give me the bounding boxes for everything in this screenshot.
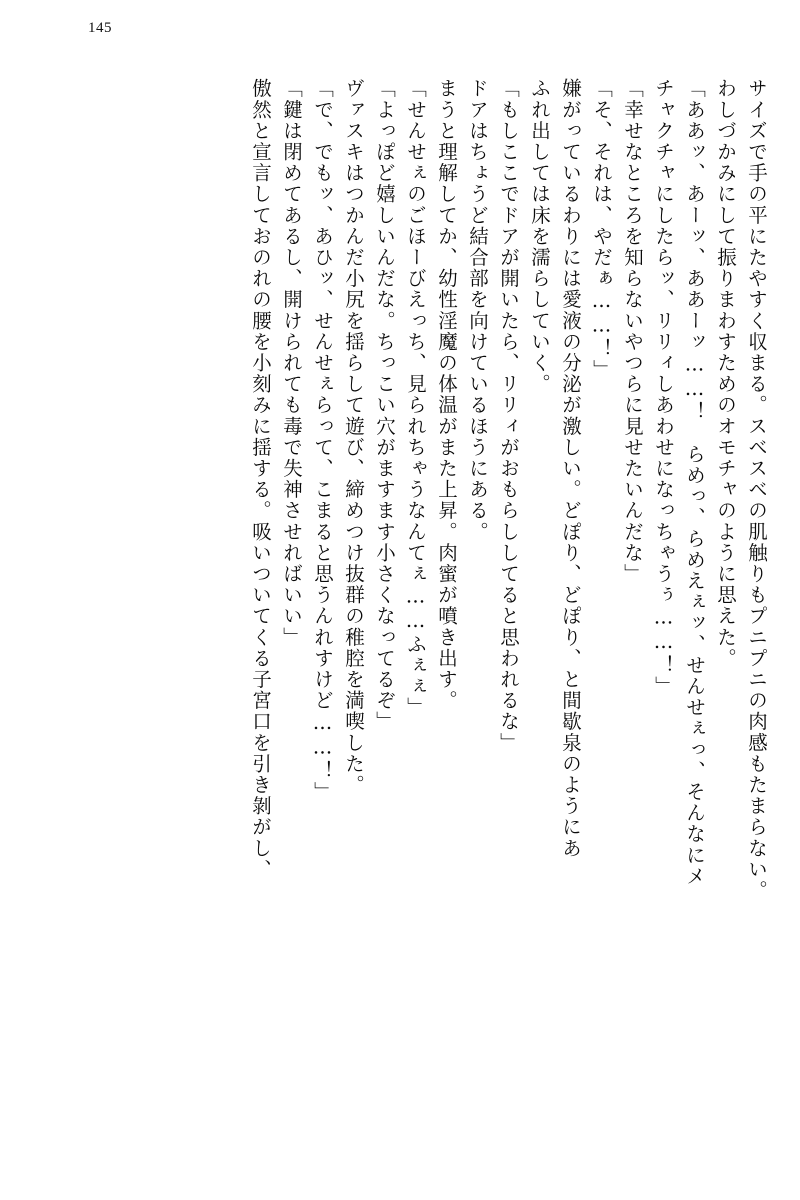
text-line: チャクチャにしたらッ、リリィしあわせになっちゃうぅ……！」: [652, 78, 675, 697]
text-line: 「せんせぇのごほーびえっち、見られちゃうなんてぇ……ふぇぇ」: [404, 78, 427, 718]
text-line: ドアはちょうど結合部を向けているほうにある。: [466, 78, 489, 543]
page-number: 145: [88, 20, 112, 36]
text-line: まうと理解してか、幼性淫魔の体温がまた上昇。肉蜜が噴き出す。: [435, 78, 458, 711]
text-line: 「ああッ、あーッ、ああーッ……！ らめっ、らめえぇッ、せんせぇっ、そんなにメ: [683, 78, 706, 887]
text-line: わしづかみにして振りまわすためのオモチャのように思えた。: [714, 78, 737, 669]
text-line: ヴァスキはつかんだ小尻を揺らして遊び、締めつけ抜群の稚腔を満喫した。: [342, 78, 365, 796]
text-line: 嫌がっているわりには愛液の分泌が激しい。どぽり、どぽり、と間歇泉のようにあ: [559, 78, 582, 859]
text-line: ふれ出しては床を濡らしていく。: [528, 78, 551, 395]
text-line: 「幸せなところを知らないやつらに見せたいんだな」: [621, 78, 644, 585]
text-line: 傲然と宣言しておのれの腰を小刻みに揺する。吸いついてくる子宮口を引き剝がし、: [249, 78, 272, 880]
text-line: 「で、でもッ、あひッ、せんせぇらって、こまると思うんれすけど……！」: [311, 78, 334, 803]
text-line: 「鍵は閉めてあるし、開けられても毒で失神させればいい」: [280, 78, 303, 648]
text-line: サイズで手の平にたやすく収まる。スベスベの肌触りもプニプニの肉感もたまらない。: [745, 78, 768, 901]
text-line: 「もしここでドアが開いたら、リリィがおもらししてると思われるな」: [497, 78, 520, 754]
text-line: 「そ、それは、やだぁ……！」: [590, 78, 613, 381]
text-line: 「よっぽど嬉しいんだな。ちっこい穴がますます小さくなってるぞ」: [373, 78, 396, 733]
vertical-text-block: [34, 78, 766, 1158]
